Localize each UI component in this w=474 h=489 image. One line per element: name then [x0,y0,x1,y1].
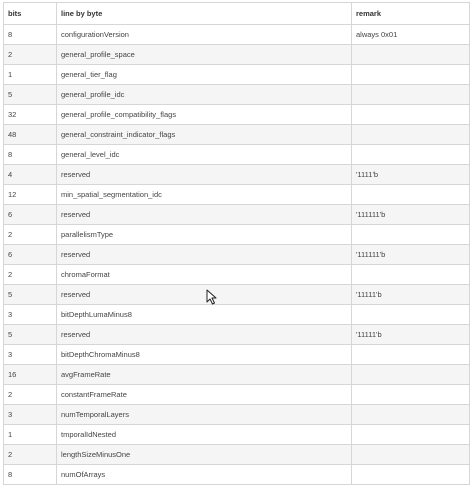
table-row [4,305,470,325]
cell-bits: 6 [4,245,57,265]
table-header-row [4,3,470,25]
cell-bits: 48 [4,125,57,145]
cell-bits: 2 [4,225,57,245]
cell-line-by-byte: configurationVersion [57,25,352,45]
cell-remark [352,125,470,145]
data-table [3,2,470,485]
cell-bits: 2 [4,45,57,65]
cell-line-by-byte: numOfArrays [57,465,352,485]
table-row [4,145,470,165]
cell-bits: 1 [4,425,57,445]
table-row [4,105,470,125]
mouse-pointer-icon [206,289,218,305]
cell-remark: '111111'b [352,245,470,265]
cell-line-by-byte: general_tier_flag [57,65,352,85]
cell-line-by-byte: reserved [57,325,352,345]
table-row [4,25,470,45]
cell-remark [352,465,470,485]
cell-bits: 8 [4,145,57,165]
cell-line-by-byte: avgFrameRate [57,365,352,385]
cell-bits: 3 [4,305,57,325]
table-row [4,185,470,205]
cell-line-by-byte: general_profile_compatibility_flags [57,105,352,125]
cell-remark [352,105,470,125]
table-row [4,245,470,265]
cell-line-by-byte: reserved [57,285,352,305]
cell-line-by-byte: general_level_idc [57,145,352,165]
cell-remark [352,365,470,385]
cell-bits: 3 [4,345,57,365]
cell-bits: 5 [4,325,57,345]
cell-line-by-byte: parallelismType [57,225,352,245]
table-row [4,385,470,405]
cell-remark [352,185,470,205]
cell-bits: 1 [4,65,57,85]
cell-remark [352,445,470,465]
cell-bits: 5 [4,85,57,105]
cell-remark [352,265,470,285]
table-row [4,85,470,105]
table-row [4,125,470,145]
cell-remark [352,305,470,325]
table-body [4,25,470,485]
cell-line-by-byte: numTemporalLayers [57,405,352,425]
cell-line-by-byte: bitDepthLumaMinus8 [57,305,352,325]
cell-line-by-byte: general_profile_space [57,45,352,65]
column-header-bits: bits [4,3,57,25]
table-row [4,345,470,365]
cell-remark [352,405,470,425]
cell-remark [352,345,470,365]
cell-remark [352,85,470,105]
cell-line-by-byte: min_spatial_segmentation_idc [57,185,352,205]
cell-line-by-byte: tmporalIdNested [57,425,352,445]
cell-line-by-byte: lengthSizeMinusOne [57,445,352,465]
table-row [4,265,470,285]
cell-bits: 8 [4,25,57,45]
cell-bits: 6 [4,205,57,225]
table-row [4,205,470,225]
table-row [4,465,470,485]
cell-line-by-byte: reserved [57,165,352,185]
table-row [4,45,470,65]
cell-bits: 8 [4,465,57,485]
cell-bits: 32 [4,105,57,125]
table-row [4,425,470,445]
cell-line-by-byte: constantFrameRate [57,385,352,405]
cell-remark [352,65,470,85]
cell-bits: 5 [4,285,57,305]
table-row [4,165,470,185]
cell-remark: '11111'b [352,325,470,345]
column-header-remark: remark [352,3,470,25]
cell-line-by-byte: chromaFormat [57,265,352,285]
cell-remark: '11111'b [352,285,470,305]
table-row [4,325,470,345]
cell-line-by-byte: general_constraint_indicator_flags [57,125,352,145]
table-row [4,225,470,245]
cell-bits: 2 [4,445,57,465]
table-row [4,405,470,425]
table-row [4,365,470,385]
cell-line-by-byte: reserved [57,245,352,265]
cell-remark [352,385,470,405]
cell-remark [352,225,470,245]
cell-remark [352,425,470,445]
cell-bits: 2 [4,385,57,405]
cell-remark: always 0x01 [352,25,470,45]
table-container [3,2,469,485]
table-row [4,445,470,465]
table-row [4,285,470,305]
cell-remark: '1111'b [352,165,470,185]
cell-bits: 12 [4,185,57,205]
cell-line-by-byte: general_profile_idc [57,85,352,105]
cell-bits: 16 [4,365,57,385]
column-header-line-by-byte: line by byte [57,3,352,25]
cell-remark: '111111'b [352,205,470,225]
cell-bits: 3 [4,405,57,425]
table-row [4,65,470,85]
cell-remark [352,45,470,65]
cell-line-by-byte: reserved [57,205,352,225]
cell-remark [352,145,470,165]
cell-line-by-byte: bitDepthChromaMinus8 [57,345,352,365]
cell-bits: 4 [4,165,57,185]
cell-bits: 2 [4,265,57,285]
